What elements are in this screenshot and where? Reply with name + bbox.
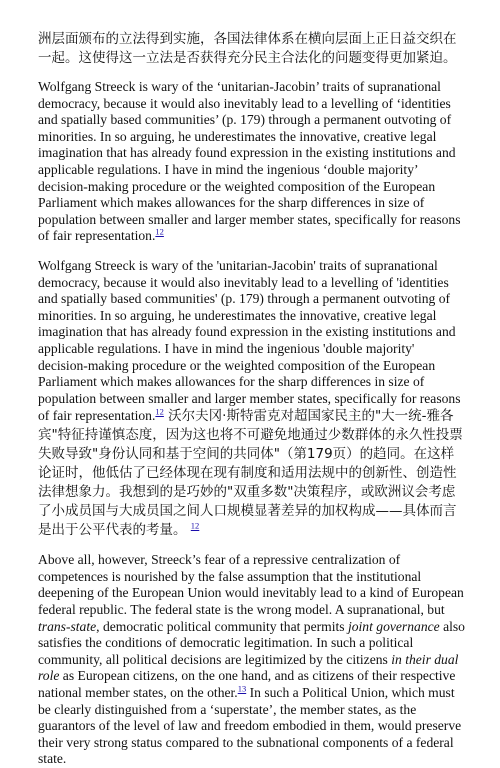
paragraph-text-part: also satisfies the conditions of democratic legitimation. In such a political community, all political decisions are legitimized by the citizens: [38, 618, 465, 667]
paragraph-streeck-english: [38, 79, 466, 245]
document-page: [38, 30, 466, 768]
chinese-translation-text: 沃尔夫冈·斯特雷克对超国家民主的"大一统-雅各宾"特征持谨慎态度，因为这也将不可避免地通过少数群体的永久性投票失败导致"身份认同和基于空间的共同体"（第179页）的趋同。在这样论证时，他低估了已经体现在现有制度和适用法规中的创新性、创造性法律想象力。我想到的是巧妙的"双重多数"决策程序，或欧洲议会考虑了小成员国与大成员国之间人口规模显著差异的加权构成——具体而言是出于公平代表的考量。: [38, 408, 463, 539]
paragraph-text: Wolfgang Streeck is wary of the 'unitarian-Jacobin' traits of supranational democracy, because it would also inevitably lead to a levelling of 'identities and spatially based communities' (p. 179) through a permanent outvoting of minorities. In so arguing, he underestimates the innovative, creative legal imagination that has already found expression in the existing institutions and applicable regulations. I have in mind the ingenious 'double majority' decision-making procedure or the weighted composition of the European Parliament which makes allowances for the sharp differences in size of population between smaller and larger member states, specifically for reasons of fair representation.: [38, 257, 461, 424]
footnote-link-12[interactable]: 12: [155, 226, 164, 237]
paragraph-streeck-bilingual: [38, 258, 466, 540]
italic-term-dual-role: in their dual role: [38, 651, 459, 684]
italic-term-trans-state: trans-state: [38, 618, 97, 634]
paragraph-text-part: as European citizens, on the one hand, and as citizens of their respective national member states, on the other.: [38, 668, 456, 701]
footnote-link-13[interactable]: 13: [237, 683, 247, 694]
paragraph-centralization: [38, 552, 466, 768]
paragraph-text-part: Above all, however, Streeck’s fear of a repressive centralization of competences is nourished by the false assumption that the institutional deepening of the European Union would inevitably lead to a kind of European federal republic. The federal state is the wrong model. A supranational, but: [38, 552, 464, 618]
footnote-link-12-zh[interactable]: 12: [190, 520, 200, 531]
paragraph-text: Wolfgang Streeck is wary of the ‘unitarian-Jacobin’ traits of supranational democracy, because it would also inevitably lead to a levelling of ‘identities and spatially based communities’ (p. 179) through a permanent outvoting of minorities. In so arguing, he underestimates the innovative, creative legal imagination that has already found expression in the existing institutions and applicable regulations. I have in mind the ingenious ‘double majority’ decision-making procedure or the weighted composition of the European Parliament which makes allowances for the sharp differences in size of population between smaller and larger member states, specifically for reasons of fair representation.: [38, 79, 461, 244]
italic-term-joint-governance: joint governance: [347, 618, 440, 634]
footnote-link-12[interactable]: 12: [155, 406, 164, 417]
paragraph-text-part: , democratic political community that permits: [96, 618, 348, 634]
intro-chinese-paragraph: 洲层面颁布的立法得到实施，各国法律体系在横向层面上正日益交织在一起。这使得这一立法是否获得充分民主合法化的问题变得更加紧迫。: [38, 31, 457, 66]
paragraph-text-part: In such a Political Union, which must be clearly distinguished from a ‘superstate’, the member states, as the guarantors of the level of law and freedom embodied in them, would preserve their very strong status compared to the subnational components of a federal state.: [38, 685, 462, 767]
